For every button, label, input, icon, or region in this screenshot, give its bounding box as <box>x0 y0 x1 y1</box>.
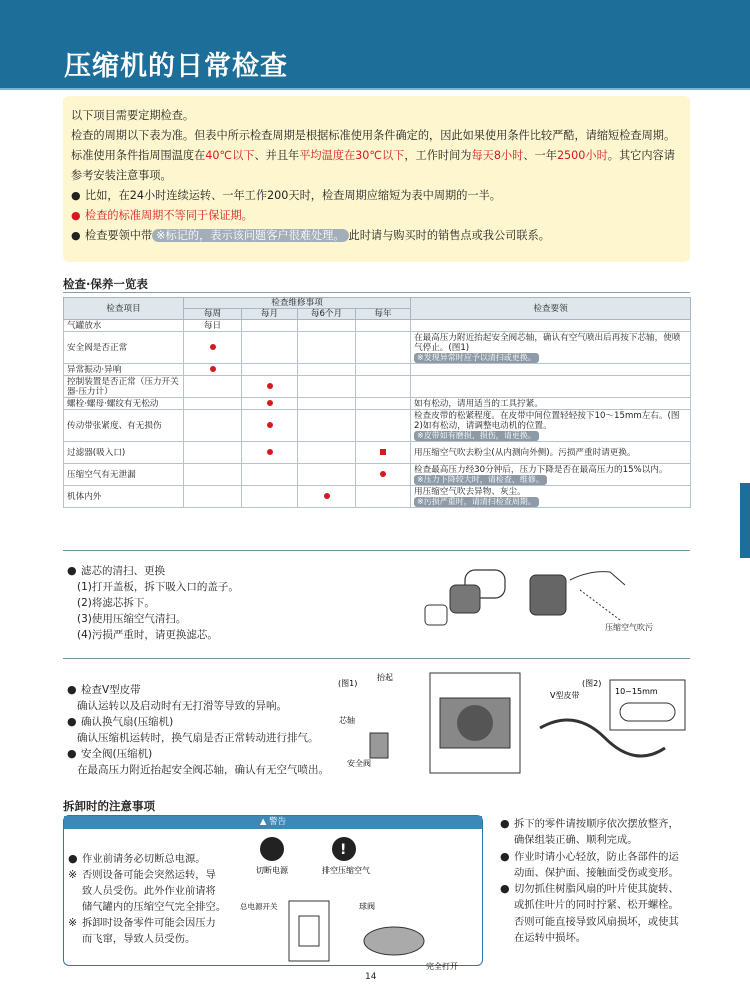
svg-text:总电源开关: 总电源开关 <box>240 902 278 911</box>
dot-mark <box>267 449 273 455</box>
cell-item: 安全阀是否正常 <box>64 332 184 364</box>
col-method: 检查要领 <box>411 298 691 320</box>
svg-text:!: ! <box>340 842 347 858</box>
fig1-core: 芯轴 <box>339 716 355 725</box>
valve-desc: 在最高压力附近抬起安全阀芯轴，确认有无空气喷出。 <box>77 764 329 776</box>
notice-line: 参考安装注意事项。 <box>71 169 172 182</box>
fig2-belt: V型皮带 <box>550 691 580 700</box>
col-item: 检查项目 <box>64 298 184 320</box>
cell-6month <box>298 320 356 332</box>
cell-week <box>184 486 242 508</box>
cell-year <box>356 464 411 486</box>
cell-month <box>242 410 298 442</box>
cell-week <box>184 410 242 442</box>
table-row <box>64 376 691 398</box>
table-row <box>64 398 691 410</box>
note-chip: ※发现异常时应予以清扫或更换。 <box>414 353 539 363</box>
warning-box <box>63 815 483 971</box>
dot-mark <box>267 383 273 389</box>
fan-title: ● 确认换气扇(压缩机) <box>67 715 174 728</box>
notice-line: 以下项目需要定期检查。 <box>71 109 195 122</box>
cell-week: 每日 <box>184 320 242 332</box>
cell-item: 机体内外 <box>64 486 184 508</box>
cell-month <box>242 332 298 364</box>
cell-week <box>184 376 242 398</box>
fig2-dim: 10~15mm <box>615 687 658 696</box>
cell-6month <box>298 486 356 508</box>
cell-item: 气罐放水 <box>64 320 184 332</box>
dot-mark <box>267 400 273 406</box>
belt-title: ● 检查V型皮带 <box>67 683 141 696</box>
col-6month: 每6个月 <box>298 309 356 320</box>
filter-step: (1)打开盖板，拆下吸入口的盖子。 <box>77 581 239 593</box>
cell-week <box>184 464 242 486</box>
fig1-valve: 安全阀 <box>347 759 371 768</box>
divider <box>63 658 690 659</box>
svg-text:球阀: 球阀 <box>359 902 375 911</box>
cell-week <box>184 332 242 364</box>
cell-method: 用压缩空气吹去粉尘(从内测向外侧)。污损严重时请更换。 <box>411 442 691 464</box>
dot-mark <box>380 471 386 477</box>
cell-year <box>356 442 411 464</box>
table-row <box>64 464 691 486</box>
table-row <box>64 442 691 464</box>
cell-6month <box>298 464 356 486</box>
power-off-icon <box>260 837 284 861</box>
disassembly-title: 拆卸时的注意事项 <box>63 799 155 813</box>
notice-bullet: ● 比如，在24小时连续运转、一年工作200天时，检查周期应缩短为表中周期的一半。 <box>71 189 501 202</box>
header-rule <box>0 88 750 90</box>
cell-year <box>356 376 411 398</box>
note-chip: ※压力下降较大时，请检查、维修。 <box>414 475 547 485</box>
belt-illustration <box>335 668 690 783</box>
filter-step: (3)使用压缩空气清扫。 <box>77 613 187 625</box>
cell-item: 螺栓·螺母·螺纹有无松动 <box>64 398 184 410</box>
table-row <box>64 364 691 376</box>
col-period: 检查维修事项 <box>184 298 411 309</box>
cell-year <box>356 410 411 442</box>
svg-text:排空压缩空气: 排空压缩空气 <box>322 866 370 875</box>
cell-6month <box>298 410 356 442</box>
filter-caption: 压缩空气吹污 <box>605 623 653 632</box>
cell-6month <box>298 332 356 364</box>
cell-method <box>411 376 691 398</box>
cell-week <box>184 398 242 410</box>
fig2-label: (图2) <box>582 679 602 688</box>
fig1-label: (图1) <box>338 679 358 688</box>
col-month: 每月 <box>242 309 298 320</box>
dot-mark <box>324 493 330 499</box>
cell-item: 压缩空气有无泄漏 <box>64 464 184 486</box>
cell-year <box>356 332 411 364</box>
warning-icon: ▲ <box>259 817 270 827</box>
cell-item: 过滤器(吸入口) <box>64 442 184 464</box>
warning-text: ● 作业前请务必切断总电源。 ※ 否则设备可能会突然运转，导 致人员受伤。此外作业前请将 储气罐内的压缩空气完全排空。 ※ 拆卸时设备零件可能会因压力 而飞窜，导致人员受伤。 <box>68 852 227 945</box>
cell-week <box>184 364 242 376</box>
cell-month <box>242 442 298 464</box>
table-row <box>64 332 691 364</box>
fig1-lift: 抬起 <box>377 673 393 682</box>
cell-month <box>242 486 298 508</box>
table-row <box>64 410 691 442</box>
warning-header: ▲ 警告 <box>64 816 482 829</box>
svg-text:完全打开: 完全打开 <box>426 962 458 971</box>
table-section-title: 检查·保养一览表 <box>63 277 148 291</box>
cell-method: 检查皮带的松紧程度。在皮带中间位置轻轻按下10～15mm左右。(图2)如有松动，请调整电动机的位置。 ※皮带如有磨损、损伤，请更换。 <box>411 410 691 442</box>
side-tab <box>740 483 750 558</box>
col-year: 每年 <box>356 309 411 320</box>
cell-month <box>242 398 298 410</box>
cell-method: 在最高压力附近抬起安全阀芯轴，确认有空气喷出后再按下芯轴，使喷气停止。(图1) ※发现异常时应予以清扫或更换。 <box>411 332 691 364</box>
cell-method: 用压缩空气吹去异物、灰尘。 ※污损严重时，请清扫检查周期。 <box>411 486 691 508</box>
cell-month <box>242 320 298 332</box>
belt-desc: 确认运转以及启动时有无打滑等导致的异响。 <box>77 700 287 712</box>
filter-illustration <box>420 560 670 645</box>
notice-line: 标准使用条件指周围温度在40℃以下、并且年平均温度在30℃以下，工作时间为每天8小时、一年2500小时。其它内容请 <box>71 149 675 162</box>
divider <box>63 550 690 551</box>
dot-mark <box>210 344 216 350</box>
col-week: 每周 <box>184 309 242 320</box>
cell-month <box>242 464 298 486</box>
filter-step: (2)将滤芯拆下。 <box>77 597 155 609</box>
filter-title: ● 滤芯的清扫、更换 <box>67 564 165 577</box>
page-title: 压缩机的日常检查 <box>64 51 288 82</box>
cell-6month <box>298 398 356 410</box>
cell-item: 控制装置是否正常（压力开关器·压力计） <box>64 376 184 398</box>
notice-box <box>63 96 690 262</box>
square-mark <box>380 449 386 455</box>
cell-week <box>184 442 242 464</box>
svg-text:切断电源: 切断电源 <box>256 866 288 875</box>
filter-step: (4)污损严重时，请更换滤芯。 <box>77 629 218 641</box>
note-chip: ※皮带如有磨损、损伤，请更换。 <box>414 431 539 441</box>
note-chip: ※污损严重时，请清扫检查周期。 <box>414 497 539 507</box>
cell-year <box>356 364 411 376</box>
valve-title: ● 安全阀(压缩机) <box>67 747 153 760</box>
table-row <box>64 486 691 508</box>
cell-item: 传动带张紧度、有无损伤 <box>64 410 184 442</box>
inspection-table <box>63 297 691 508</box>
table-row <box>64 320 691 332</box>
cell-6month <box>298 364 356 376</box>
warning-illustration <box>234 831 482 971</box>
notice-line: 检查的周期以下表为准。但表中所示检查周期是根据标准使用条件确定的，因此如果使用条件比较严酷，请缩短检查周期。 <box>71 129 676 142</box>
cell-6month <box>298 442 356 464</box>
fan-desc: 确认压缩机运转时，换气扇是否正常转动进行排气。 <box>77 732 319 744</box>
section-rule <box>63 292 690 293</box>
cell-year <box>356 320 411 332</box>
cell-month <box>242 376 298 398</box>
right-notes: ● 拆下的零件请按顺序依次摆放整齐， 确保组装正确、顺利完成。 ● 作业时请小心轻放，防止各部件的运 动面、保护面、接触面受伤或变形。 ● 切勿抓住树脂风扇的叶片使其旋转、 或抓住叶片的同时拧紧、松开螺栓。 否则可能直接导致风扇损坏，或使其 在运转中损坏。 <box>500 817 679 945</box>
dot-mark <box>267 422 273 428</box>
cell-method <box>411 320 691 332</box>
cell-method: 如有松动，请用适当的工具拧紧。 <box>411 398 691 410</box>
cell-year <box>356 486 411 508</box>
cell-6month <box>298 376 356 398</box>
filter-section <box>67 563 239 643</box>
notice-bullet: ● 检查的标准周期不等同于保证期。 <box>71 209 253 222</box>
cell-year <box>356 398 411 410</box>
page-number: 14 <box>365 972 377 982</box>
page-header <box>0 0 750 88</box>
cell-method: 检查最高压力经30分钟后，压力下降是否在最高压力的15%以内。 ※压力下降较大时，请检查、维修。 <box>411 464 691 486</box>
notice-bullet: ● 检查要领中带 ※标记的，表示该问题客户很难处理。 此时请与购买时的销售点或我公司联系。 <box>71 229 550 242</box>
cell-method <box>411 364 691 376</box>
cell-item: 异常振动·异响 <box>64 364 184 376</box>
cell-month <box>242 364 298 376</box>
belt-section <box>67 682 329 778</box>
dot-mark <box>210 366 216 372</box>
